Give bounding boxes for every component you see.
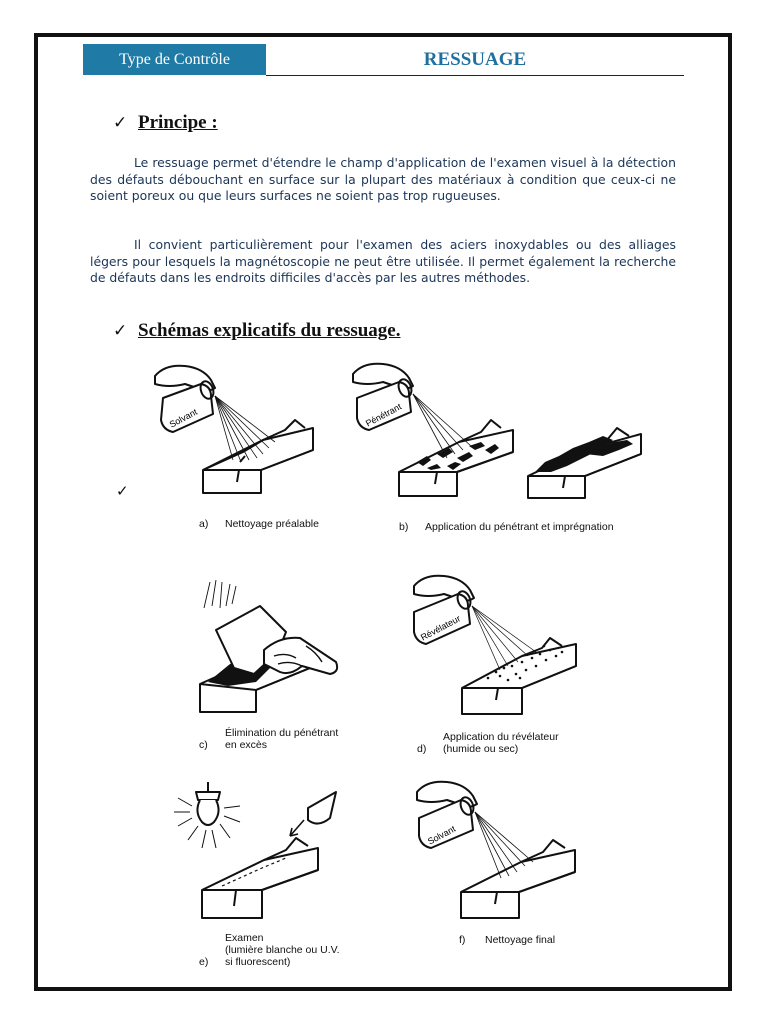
caption-d <box>417 731 559 755</box>
caption-c <box>199 727 338 751</box>
caption-d-line2: (humide ou sec) <box>443 743 519 755</box>
can-label-solvant-a: Solvant <box>167 406 199 430</box>
paragraph-2-text: Il convient particulièrement pour l'examen des aciers inoxydables ou des alliages légers pour lesquels la magnétoscopie ne peut être utilisée. Il permet également la recherche de défauts dans les endroits difficiles d'accès par les autres méthodes. <box>90 237 676 286</box>
caption-c-line1: Élimination du pénétrant <box>225 727 339 739</box>
caption-f-letter: f) <box>459 934 466 946</box>
schemas-heading: Schémas explicatifs du ressuage. <box>138 320 401 341</box>
check-icon: ✓ <box>113 321 128 341</box>
caption-f-text: Nettoyage final <box>485 934 556 946</box>
figure-e-examination <box>168 778 348 923</box>
check-icon: ✓ <box>116 482 129 500</box>
caption-e-line2: (lumière blanche ou U.V. <box>225 944 340 956</box>
figure-f-final-cleaning <box>405 778 585 923</box>
caption-f <box>459 934 555 946</box>
caption-a-text: Nettoyage préalable <box>225 518 319 530</box>
caption-c-letter: c) <box>199 739 208 751</box>
figure-d-developer <box>400 572 585 717</box>
can-label-revelateur: Révélateur <box>418 613 463 643</box>
check-icon: ✓ <box>113 113 128 133</box>
principe-paragraph-1 <box>90 155 676 205</box>
caption-b-text: Application du pénétrant et imprégnation <box>425 521 614 533</box>
control-type-tag: Type de Contrôle <box>83 44 266 75</box>
page-title: RESSUAGE <box>423 48 527 70</box>
can-label-solvant-f: Solvant <box>425 823 458 847</box>
can-label-penetrant: Pénétrant <box>363 401 404 429</box>
figure-b-penetrant <box>345 358 655 508</box>
caption-a-letter: a) <box>199 518 209 530</box>
caption-e <box>199 932 340 968</box>
principe-paragraph-2 <box>90 237 676 287</box>
caption-e-letter: e) <box>199 956 209 968</box>
paragraph-1-text: Le ressuage permet d'étendre le champ d'application de l'examen visuel à la détection des défauts débouchant en surface sur la plupart des matériaux à condition que ceux-ci ne soient poreux ou que leurs surfaces ne soient pas trop rugueuses. <box>90 155 676 204</box>
figure-a-cleaning <box>145 358 325 508</box>
header-rule <box>266 75 684 76</box>
caption-b <box>399 521 614 533</box>
caption-d-letter: d) <box>417 743 427 755</box>
caption-b-letter: b) <box>399 521 409 533</box>
figure-c-removal <box>190 572 355 717</box>
caption-e-line1: Examen <box>225 932 264 944</box>
caption-d-line1: Application du révélateur <box>443 731 559 743</box>
principe-heading: Principe : <box>138 112 218 133</box>
caption-a <box>199 518 319 530</box>
caption-e-line3: si fluorescent) <box>225 956 291 968</box>
caption-c-line2: en excès <box>225 739 268 751</box>
